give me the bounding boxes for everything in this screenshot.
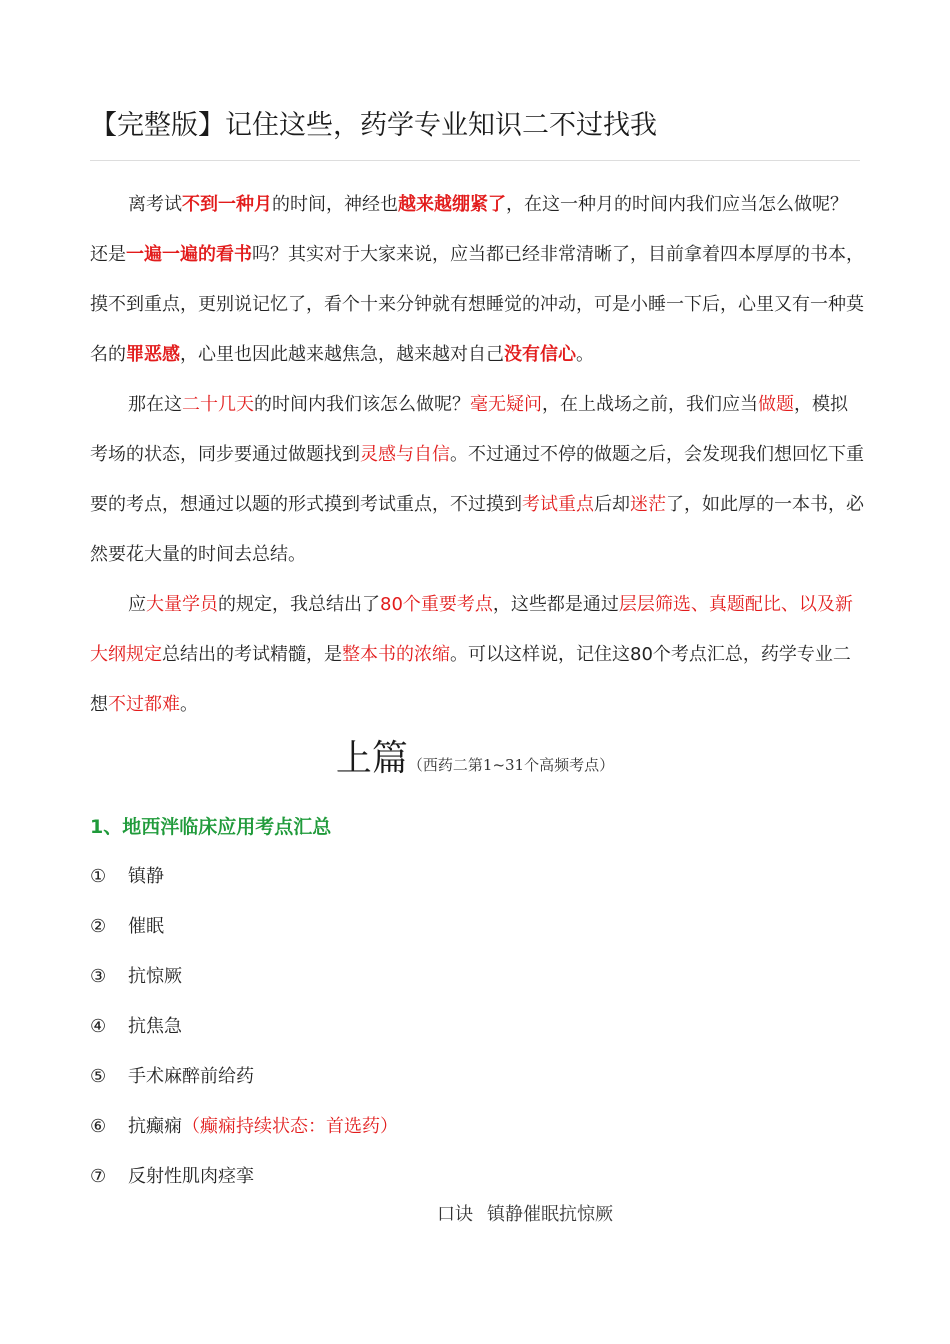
paragraph-text <box>90 180 865 380</box>
item-text: 手术麻醉前给药 <box>128 1066 254 1087</box>
section-title: 上篇 <box>335 738 408 779</box>
text-run: ，这些都是通过 <box>492 594 619 615</box>
item-text: 催眠 <box>128 916 164 937</box>
emphasis-text: 80个重要考点 <box>380 594 493 615</box>
text-run: 应 <box>128 594 146 615</box>
text-run: 。可以这样说，记住这80个考点汇总，药学专业二想 <box>90 644 851 715</box>
emphasis-text: 层层筛选、真题配比、以及新大纲规定 <box>90 594 853 665</box>
list-item <box>90 1162 398 1212</box>
list-item <box>90 862 398 912</box>
item-text: 抗焦急 <box>128 1016 182 1037</box>
item-note: （癫痫持续状态：首选药） <box>182 1116 398 1137</box>
emphasis-text: 毫无疑问 <box>470 394 542 415</box>
emphasis-text: 不过都难 <box>108 694 180 715</box>
emphasis-text: 大量学员 <box>146 594 218 615</box>
list-item <box>90 1012 398 1062</box>
item-text: 抗惊厥 <box>128 966 182 987</box>
text-run: 的规定，我总结出了 <box>218 594 380 615</box>
text-run: ，在上战场之前，我们应当 <box>542 394 758 415</box>
emphasis-text: 罪恶感 <box>126 344 180 365</box>
text-run: 了，如此厚的一本书，必然要花大量的时间去总结。 <box>90 494 864 565</box>
item-number: ③ <box>90 966 107 987</box>
mnemonic-text: 镇静催眠抗惊厥 <box>487 1204 613 1225</box>
emphasis-text: 越来越绷紧了 <box>398 194 506 215</box>
list-item <box>90 1062 398 1112</box>
emphasis-text: 整本书的浓缩 <box>342 644 450 665</box>
item-number: ④ <box>90 1016 107 1037</box>
item-text: 反射性肌肉痉挛 <box>128 1166 254 1187</box>
text-run: 离考试 <box>128 194 182 215</box>
item-number: ⑦ <box>90 1166 107 1187</box>
item-number: ① <box>90 866 107 887</box>
text-run: 吗？其实对于大家来说，应当都已经非常清晰了，目前拿着四本厚厚的书本，摸不到重点，更别说记忆了，看个十来分钟就有想睡觉的冲动，可是小睡一下后，心里又有一种莫名的 <box>90 244 864 365</box>
list-item <box>90 962 398 1012</box>
intro-paragraph-2 <box>90 380 865 580</box>
title-divider <box>90 160 860 161</box>
text-run: 总结出的考试精髓，是 <box>162 644 342 665</box>
emphasis-text: 不到一种月 <box>182 194 272 215</box>
item-number: ⑥ <box>90 1116 107 1137</box>
item-number: ⑤ <box>90 1066 107 1087</box>
list-item <box>90 1112 398 1162</box>
item-text: 抗癫痫 <box>128 1116 182 1137</box>
emphasis-text: 迷茫 <box>630 494 666 515</box>
text-run: 的时间，神经也 <box>272 194 398 215</box>
emphasis-text: 一遍一遍的看书 <box>126 244 252 265</box>
mnemonic-label: 口诀 <box>437 1204 473 1225</box>
text-run: 的时间内我们该怎么做呢？ <box>254 394 470 415</box>
section-subtitle: （西药二第1~31个高频考点） <box>407 756 615 774</box>
item-number: ② <box>90 916 107 937</box>
intro-paragraph-1 <box>90 180 865 380</box>
paragraph-text <box>90 380 865 580</box>
intro-paragraph-3 <box>90 580 865 730</box>
text-run: ，模拟考场的状态，同步要通过做题找到 <box>90 394 848 465</box>
document-title: 【完整版】记住这些，药学专业知识二不过找我 <box>90 110 657 141</box>
emphasis-text: 没有信心 <box>504 344 576 365</box>
emphasis-text: 二十几天 <box>182 394 254 415</box>
text-run: ，心里也因此越来越焦急，越来越对自己 <box>180 344 504 365</box>
list-item <box>90 912 398 962</box>
topic-heading: 1、地西泮临床应用考点汇总 <box>90 816 332 838</box>
mnemonic-line <box>437 1200 613 1230</box>
text-run: ，在这一种月的时间内我们应当怎么做呢？还是 <box>90 194 848 265</box>
emphasis-text: 考试重点 <box>522 494 594 515</box>
item-text: 镇静 <box>128 866 164 887</box>
indication-list <box>90 862 398 1212</box>
text-run: 那在这 <box>128 394 182 415</box>
emphasis-text: 灵感与自信 <box>360 444 450 465</box>
section-heading <box>0 730 950 781</box>
emphasis-text: 做题 <box>758 394 794 415</box>
text-run: 。不过通过不停的做题之后，会发现我们想回忆下重要的考点，想通过以题的形式摸到考试重点，不过摸到 <box>90 444 864 515</box>
text-run: 后却 <box>594 494 630 515</box>
text-run: 。 <box>576 344 594 365</box>
paragraph-text <box>90 580 865 730</box>
text-run: 。 <box>180 694 198 715</box>
